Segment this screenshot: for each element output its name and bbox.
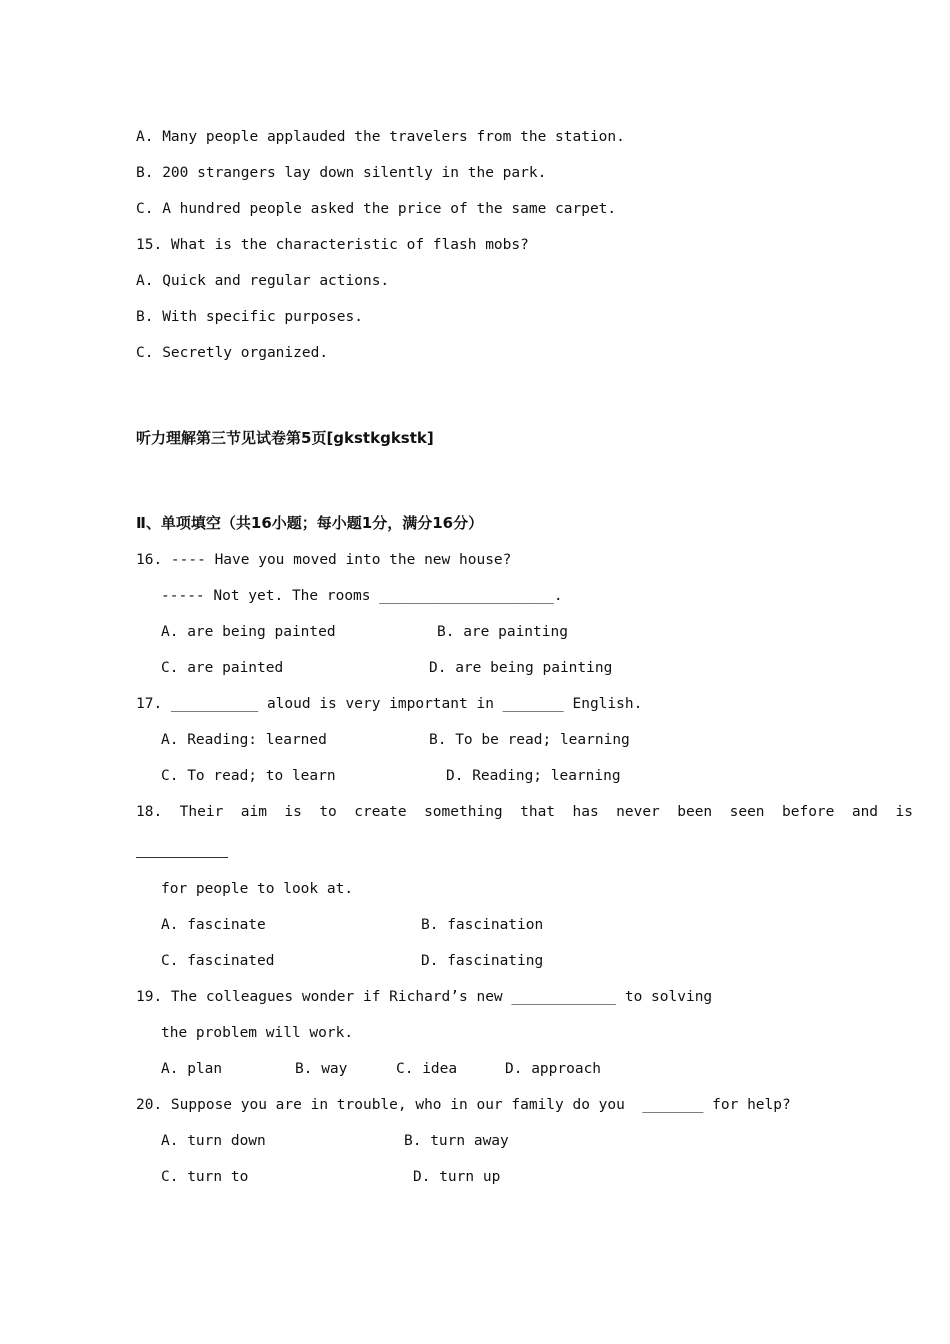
listening-note: 听力理解第三节见试卷第5页[gkstkgkstk] — [136, 429, 434, 447]
q18-option-a: A. fascinate — [161, 917, 266, 933]
q16-option-b: B. are painting — [437, 624, 568, 640]
q16-option-c: C. are painted — [161, 660, 284, 676]
q18-answer-blank — [136, 857, 228, 858]
q15-option-c: C. Secretly organized. — [136, 345, 329, 361]
q20-stem: 20. Suppose you are in trouble, who in our family do you _______ for help? — [136, 1097, 791, 1113]
q20-option-c: C. turn to — [161, 1169, 249, 1185]
q17-option-b: B. To be read; learning — [429, 732, 630, 748]
q18-option-b: B. fascination — [421, 917, 544, 933]
q17-option-d: D. Reading; learning — [446, 768, 621, 784]
q18-option-d: D. fascinating — [421, 953, 544, 969]
q15-option-a: A. Quick and regular actions. — [136, 273, 390, 289]
q19-option-a: A. plan — [161, 1061, 223, 1077]
q17-stem: 17. __________ aloud is very important in _______ English. — [136, 696, 643, 712]
q16-response: ----- Not yet. The rooms ____________________. — [161, 588, 563, 604]
q19-stem: 19. The colleagues wonder if Richard’s new ____________ to solving — [136, 989, 713, 1005]
q18-option-c: C. fascinated — [161, 953, 275, 969]
q18-stem-continued: for people to look at. — [161, 881, 354, 897]
q20-option-d: D. turn up — [413, 1169, 501, 1185]
q14-option-c: C. A hundred people asked the price of the same carpet. — [136, 201, 617, 217]
q15-option-b: B. With specific purposes. — [136, 309, 363, 325]
q19-option-c: C. idea — [396, 1061, 458, 1077]
q16-option-a: A. are being painted — [161, 624, 336, 640]
q15-stem: 15. What is the characteristic of flash mobs? — [136, 237, 529, 253]
q18-stem: 18. Their aim is to create something that has never been seen before and is — [136, 804, 913, 820]
q17-option-c: C. To read; to learn — [161, 768, 336, 784]
q19-stem-continued: the problem will work. — [161, 1025, 354, 1041]
section2-heading: Ⅱ、单项填空（共16小题；每小题1分，满分16分） — [136, 514, 484, 532]
q17-option-a: A. Reading: learned — [161, 732, 327, 748]
q19-option-b: B. way — [295, 1061, 348, 1077]
q14-option-b: B. 200 strangers lay down silently in the park. — [136, 165, 547, 181]
q16-stem: 16. ---- Have you moved into the new house? — [136, 552, 512, 568]
q20-option-b: B. turn away — [404, 1133, 509, 1149]
q19-option-d: D. approach — [505, 1061, 602, 1077]
q14-option-a: A. Many people applauded the travelers from the station. — [136, 129, 625, 145]
q16-option-d: D. are being painting — [429, 660, 613, 676]
q20-option-a: A. turn down — [161, 1133, 266, 1149]
